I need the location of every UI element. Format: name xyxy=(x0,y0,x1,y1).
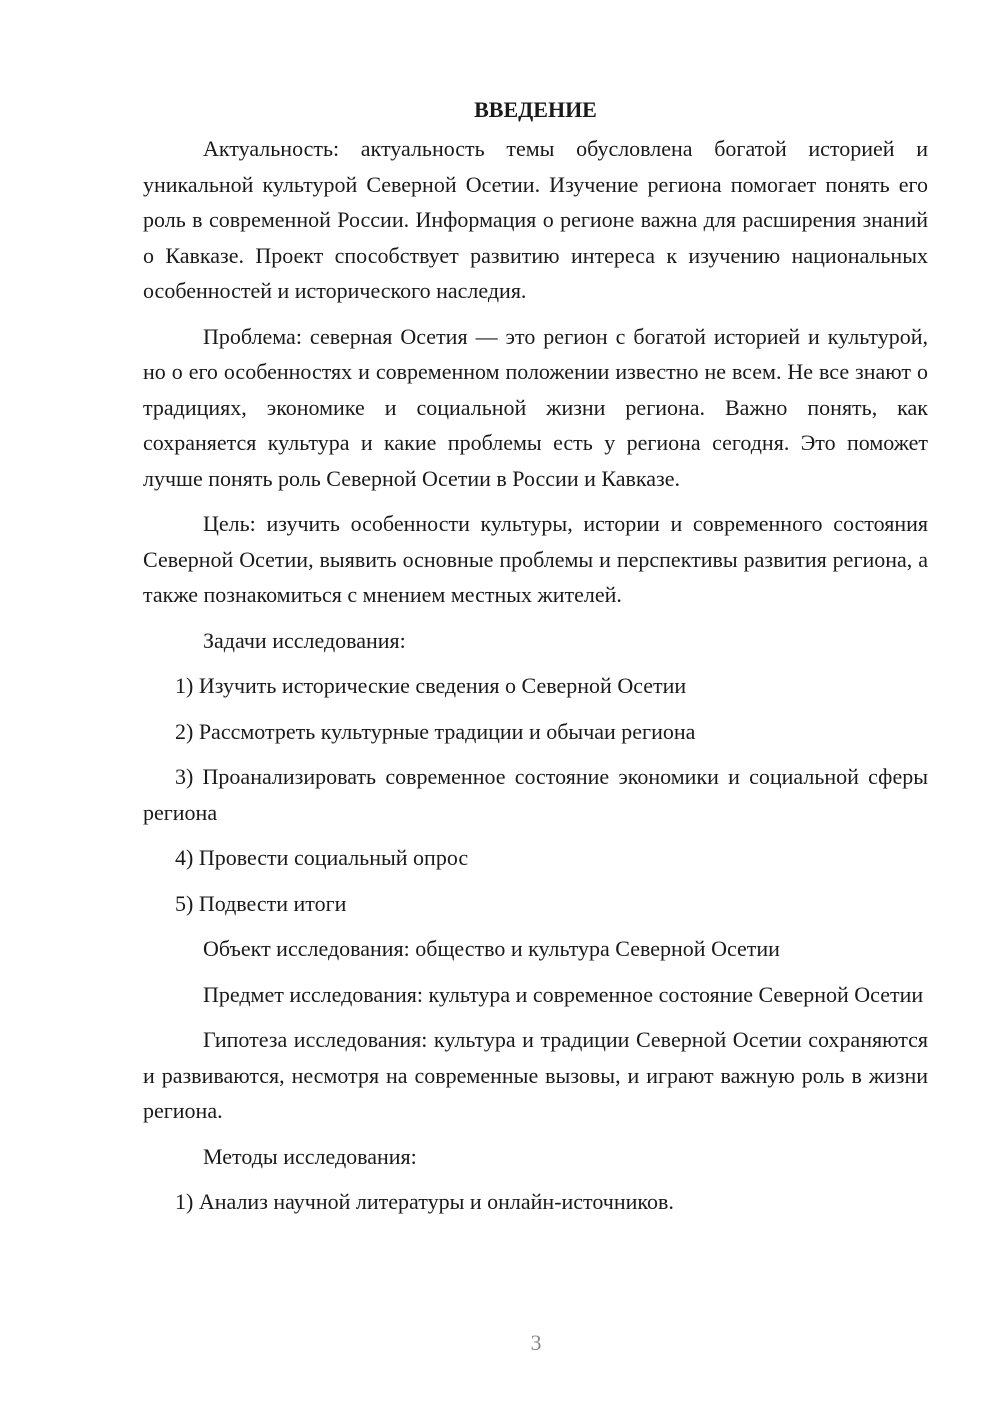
task-item: 2) Рассмотреть культурные традиции и обычаи региона xyxy=(175,718,696,744)
tasks-heading: Задачи исследования: xyxy=(203,627,406,653)
task-item: 3) Проанализировать современное состояние экономики и социальной сферы региона xyxy=(143,764,928,825)
document-page xyxy=(143,92,928,1230)
task-item: 4) Провести социальный опрос xyxy=(175,845,469,870)
subject-paragraph: Предмет исследования: культура и современное состояние Северной Осетии xyxy=(203,981,924,1007)
methods-heading: Методы исследования: xyxy=(203,1143,417,1169)
section-title: ВВЕДЕНИЕ xyxy=(474,97,597,122)
task-item: 1) Изучить исторические сведения о Северной Осетии xyxy=(175,673,687,698)
goal-paragraph: Цель: изучить особенности культуры, истории и современного состояния Северной Осетии, выявить основные проблемы и перспективы развития региона, а также познакомиться с мнением местных жителей. xyxy=(143,511,928,607)
object-paragraph: Объект исследования: общество и культура Северной Осетии xyxy=(203,936,780,961)
page-number: 3 xyxy=(530,1330,542,1355)
hypothesis-paragraph: Гипотеза исследования: культура и традиции Северной Осетии сохраняются и развиваются, несмотря на современные вызовы, и играют важную роль в жизни региона. xyxy=(143,1027,928,1123)
relevance-paragraph: Актуальность: актуальность темы обусловлена богатой историей и уникальной культурой Северной Осетии. Изучение региона помогает понять его роль в современной России. Информация о регионе важна для расширения знаний о Кавказе. Проект способствует развитию интереса к изучению национальных особенностей и исторического наследия. xyxy=(143,136,928,303)
task-item: 5) Подвести итоги xyxy=(175,890,347,916)
problem-paragraph: Проблема: северная Осетия — это регион с богатой историей и культурой, но о его особенностях и современном положении известно не всем. Не все знают о традициях, экономике и социальной жизни региона. Важно понять, как сохраняется культура и какие проблемы есть у региона сегодня. Это поможет лучше понять роль Северной Осетии в России и Кавказе. xyxy=(143,323,928,491)
method-item: 1) Анализ научной литературы и онлайн-источников. xyxy=(175,1189,674,1214)
